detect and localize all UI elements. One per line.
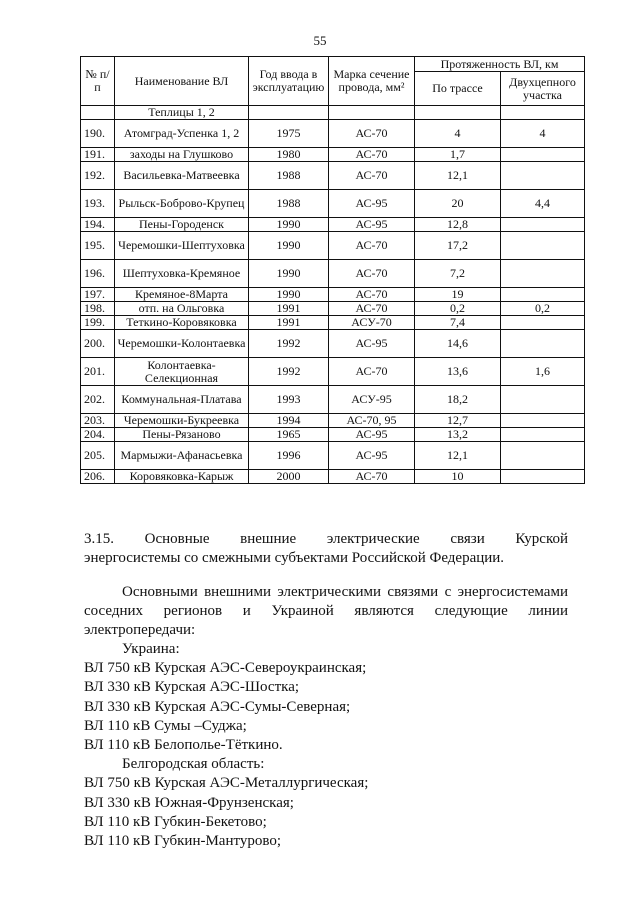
cell-route: 7,2 xyxy=(415,260,501,288)
table-row xyxy=(81,358,585,386)
cell-name: Черемошки-Колонтаевка xyxy=(115,330,249,358)
region-heading: Украина: xyxy=(122,641,180,657)
table-row xyxy=(81,428,585,442)
cell-brand: АС-95 xyxy=(329,428,415,442)
cell-year: 1994 xyxy=(249,414,329,428)
cell-num: 191. xyxy=(81,148,115,162)
cell-route: 12,1 xyxy=(415,162,501,190)
cell-num: 192. xyxy=(81,162,115,190)
cell-brand: АС-70 xyxy=(329,162,415,190)
table-row xyxy=(81,218,585,232)
cell-route: 12,1 xyxy=(415,442,501,470)
cell-name: Черемошки-Шептуховка xyxy=(115,232,249,260)
cell-name: Васильевка-Матвеевка xyxy=(115,162,249,190)
cell-num: 195. xyxy=(81,232,115,260)
line-item: ВЛ 330 кВ Курская АЭС-Шостка; xyxy=(84,679,300,696)
cell-route: 13,2 xyxy=(415,428,501,442)
cell-route: 20 xyxy=(415,190,501,218)
table-row xyxy=(81,288,585,302)
cell-num: 201. xyxy=(81,358,115,386)
page-number: 55 xyxy=(313,33,327,48)
cell-route: 1,7 xyxy=(415,148,501,162)
cell-brand: АС-70 xyxy=(329,302,415,316)
cell-brand: АС-95 xyxy=(329,442,415,470)
line-item: ВЛ 750 кВ Курская АЭС-Североукраинская; xyxy=(84,660,367,677)
cell-num: 190. xyxy=(81,120,115,148)
cell-double: 1,6 xyxy=(501,358,585,386)
cell-route: 18,2 xyxy=(415,386,501,414)
cell-double xyxy=(501,232,585,260)
cell-year: 1965 xyxy=(249,428,329,442)
cell-brand: АС-70 xyxy=(329,470,415,484)
table-row xyxy=(81,316,585,330)
cell-year: 1990 xyxy=(249,218,329,232)
cell-brand: АС-70, 95 xyxy=(329,414,415,428)
paragraph-line-2: соседних регионов и Украиной являются следующие линии xyxy=(84,603,568,619)
cell-year: 1988 xyxy=(249,162,329,190)
line-item: ВЛ 330 кВ Курская АЭС-Сумы-Северная; xyxy=(84,698,351,715)
cell-num: 196. xyxy=(81,260,115,288)
cell-double xyxy=(501,386,585,414)
line-item: ВЛ 110 кВ Губкин-Мантурово; xyxy=(84,833,281,850)
cell-year: 2000 xyxy=(249,470,329,484)
cell-num: 198. xyxy=(81,302,115,316)
cell-name: Шептуховка-Кремяное xyxy=(115,260,249,288)
cell-double xyxy=(501,442,585,470)
cell-name: Пены-Рязаново xyxy=(115,428,249,442)
vl-table xyxy=(80,56,585,484)
cell-double xyxy=(501,218,585,232)
paragraph-line-1: Основными внешними электрическими связями с энергосистемами xyxy=(122,584,568,600)
cell-name: Теткино-Коровяковка xyxy=(115,316,249,330)
header-brand: Марка сечение провода, мм² xyxy=(329,57,415,106)
table-row xyxy=(81,414,585,428)
cell-double xyxy=(501,414,585,428)
header-double: Двухцепного участка xyxy=(501,72,585,106)
table-row xyxy=(81,120,585,148)
paragraph-line-3: электропередачи: xyxy=(84,622,196,638)
cell-year: 1996 xyxy=(249,442,329,470)
cell-double xyxy=(501,316,585,330)
cell-double xyxy=(501,260,585,288)
cell-double xyxy=(501,428,585,442)
paragraph xyxy=(84,583,568,640)
cell-name: заходы на Глушково xyxy=(115,148,249,162)
cell-num: 194. xyxy=(81,218,115,232)
line-list xyxy=(84,640,368,851)
cell-double: 0,2 xyxy=(501,302,585,316)
table-row xyxy=(81,148,585,162)
cell-num: 202. xyxy=(81,386,115,414)
table-row xyxy=(81,302,585,316)
header-year: Год ввода в эксплуатацию xyxy=(249,57,329,106)
table-row xyxy=(81,232,585,260)
cell-year: 1991 xyxy=(249,316,329,330)
group-label: Теплицы 1, 2 xyxy=(115,106,249,120)
section-heading xyxy=(84,530,568,568)
cell-year: 1993 xyxy=(249,386,329,414)
cell-num: 204. xyxy=(81,428,115,442)
cell-name: Коровяковка-Карыж xyxy=(115,470,249,484)
cell-route: 17,2 xyxy=(415,232,501,260)
cell-name: Коммунальная-Платава xyxy=(115,386,249,414)
cell-name: Колонтаевка-Селекционная xyxy=(115,358,249,386)
cell-year: 1988 xyxy=(249,190,329,218)
cell-year: 1990 xyxy=(249,288,329,302)
cell-brand: АС-95 xyxy=(329,190,415,218)
section-line-2: энергосистемы со смежными субъектами Российской Федерации. xyxy=(84,550,505,566)
cell-brand: АС-70 xyxy=(329,260,415,288)
cell-double xyxy=(501,288,585,302)
cell-double xyxy=(501,162,585,190)
cell-year: 1975 xyxy=(249,120,329,148)
header-length: Протяженность ВЛ, км xyxy=(415,57,585,72)
cell-num: 205. xyxy=(81,442,115,470)
cell-year: 1992 xyxy=(249,330,329,358)
header-name: Наименование ВЛ xyxy=(115,57,249,106)
cell-name: Пены-Городенск xyxy=(115,218,249,232)
cell-year: 1980 xyxy=(249,148,329,162)
cell-brand: АС-70 xyxy=(329,148,415,162)
table-row xyxy=(81,260,585,288)
cell-name: отп. на Ольговка xyxy=(115,302,249,316)
line-item: ВЛ 110 кВ Губкин-Бекетово; xyxy=(84,813,267,830)
section-line-1: 3.15. Основные внешние электрические связи Курской xyxy=(84,531,568,547)
cell-route: 12,8 xyxy=(415,218,501,232)
line-item: ВЛ 110 кВ Сумы –Суджа; xyxy=(84,717,247,734)
cell-year: 1991 xyxy=(249,302,329,316)
cell-name: Мармыжи-Афанасьевка xyxy=(115,442,249,470)
cell-route: 7,4 xyxy=(415,316,501,330)
cell-num: 199. xyxy=(81,316,115,330)
cell-route: 12,7 xyxy=(415,414,501,428)
table-row xyxy=(81,330,585,358)
cell-brand: АСУ-95 xyxy=(329,386,415,414)
cell-num: 203. xyxy=(81,414,115,428)
cell-route: 13,6 xyxy=(415,358,501,386)
cell-brand: АС-70 xyxy=(329,358,415,386)
table-row xyxy=(81,386,585,414)
cell-brand: АС-70 xyxy=(329,288,415,302)
cell-brand: АС-95 xyxy=(329,218,415,232)
cell-double: 4,4 xyxy=(501,190,585,218)
cell-route: 10 xyxy=(415,470,501,484)
cell-name: Черемошки-Букреевка xyxy=(115,414,249,428)
cell-num: 200. xyxy=(81,330,115,358)
cell-name: Рыльск-Боброво-Крупец xyxy=(115,190,249,218)
cell-name: Кремяное-8Марта xyxy=(115,288,249,302)
line-item: ВЛ 110 кВ Белополье-Тёткино. xyxy=(84,737,283,754)
cell-year: 1992 xyxy=(249,358,329,386)
cell-route: 0,2 xyxy=(415,302,501,316)
cell-double: 4 xyxy=(501,120,585,148)
cell-route: 19 xyxy=(415,288,501,302)
cell-brand: АС-70 xyxy=(329,232,415,260)
header-num: № п/п xyxy=(81,57,115,106)
cell-double xyxy=(501,330,585,358)
cell-name: Атомград-Успенка 1, 2 xyxy=(115,120,249,148)
table-row xyxy=(81,442,585,470)
cell-brand: АС-70 xyxy=(329,120,415,148)
cell-num: 197. xyxy=(81,288,115,302)
cell-year: 1990 xyxy=(249,260,329,288)
table-row xyxy=(81,190,585,218)
cell-num: 206. xyxy=(81,470,115,484)
region-heading: Белгородская область: xyxy=(122,756,265,773)
cell-num: 193. xyxy=(81,190,115,218)
cell-brand: АСУ-70 xyxy=(329,316,415,330)
cell-brand: АС-95 xyxy=(329,330,415,358)
cell-year: 1990 xyxy=(249,232,329,260)
table-row xyxy=(81,162,585,190)
cell-double xyxy=(501,148,585,162)
line-item: ВЛ 750 кВ Курская АЭС-Металлургическая; xyxy=(84,775,369,792)
group-row xyxy=(81,106,585,120)
cell-route: 14,6 xyxy=(415,330,501,358)
cell-route: 4 xyxy=(415,120,501,148)
line-item: ВЛ 330 кВ Южная-Фрунзенская; xyxy=(84,794,294,811)
cell-double xyxy=(501,470,585,484)
table-row xyxy=(81,470,585,484)
header-route: По трассе xyxy=(415,72,501,106)
